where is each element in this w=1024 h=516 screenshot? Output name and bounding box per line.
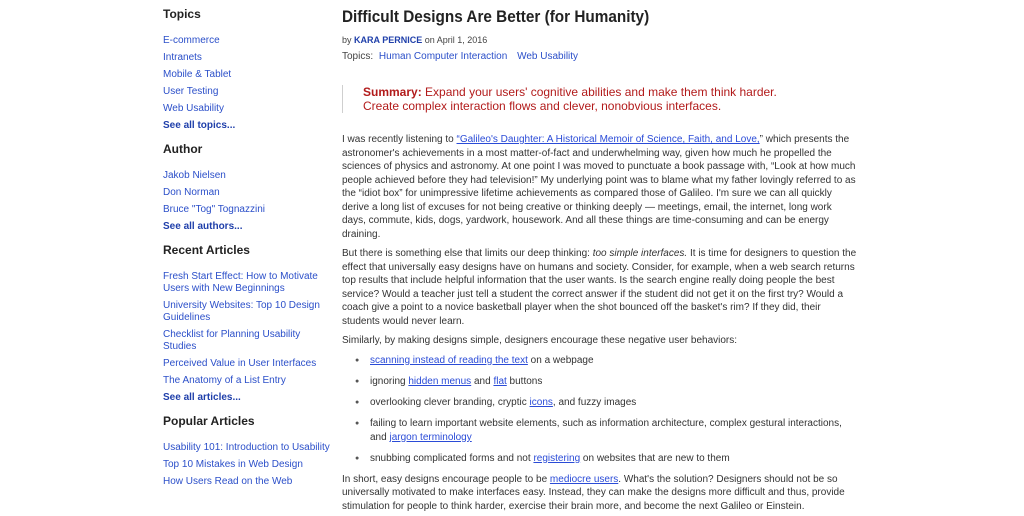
p2-text-pre: But there is something else that limits our deep thinking: bbox=[342, 248, 593, 259]
p4-text-post: . What's the solution? Designers should not be so universally motivated to make interfaces easy. Instead, they can make the designs more difficult and thus, provide stimulation for people to think harder, exercise their brain more, and become the next Galileo or Einstein. bbox=[342, 473, 845, 512]
author-section bbox=[163, 142, 333, 233]
topics-section bbox=[163, 7, 333, 132]
recent-article-link[interactable]: University Websites: Top 10 Design Guidelines bbox=[163, 300, 320, 323]
author-link-jakob-nielsen[interactable]: Jakob Nielsen bbox=[163, 170, 226, 181]
recent-article-link[interactable]: The Anatomy of a List Entry bbox=[163, 375, 286, 386]
byline-date-prefix: on bbox=[424, 35, 435, 45]
list-item bbox=[355, 375, 857, 389]
paragraph-1 bbox=[342, 133, 857, 241]
popular-articles-heading: Popular Articles bbox=[163, 414, 255, 428]
paragraph-3: Similarly, by making designs simple, designers encourage these negative user behaviors: bbox=[342, 335, 738, 346]
p1-text-pre: I was recently listening to bbox=[342, 134, 457, 145]
recent-articles-section bbox=[163, 243, 333, 404]
p2-text-post: It is time for designers to question the effect that universally easy designs have on humans and society. Consider, for example, when a web search returns top results that include helpful information that the user wants. Is the search engine really doing people the best service? Would a teacher just tell a student the correct answer if the student did not get it on the first try? Would a coach give a point to a novice basketball player when the shot bounced off the basket's rim? If they did, their students would never learn. bbox=[342, 248, 857, 327]
topic-link-intranets[interactable]: Intranets bbox=[163, 52, 202, 63]
author-link-don-norman[interactable]: Don Norman bbox=[163, 187, 220, 198]
b2-text-mid: and bbox=[471, 375, 494, 387]
recent-article-link[interactable]: Fresh Start Effect: How to Motivate Users with New Beginnings bbox=[163, 271, 318, 294]
topic-link-ecommerce[interactable]: E-commerce bbox=[163, 35, 220, 46]
list-item bbox=[355, 417, 857, 445]
summary-text: Expand your users' cognitive abilities and make them think harder. Create complex interaction flows and clever, nonobvious interfaces. bbox=[363, 85, 777, 113]
p2-emphasis: too simple interfaces. bbox=[592, 248, 688, 259]
b4-text-pre: failing to learn important website elements, such as information architecture, complex gestural interactions, and bbox=[370, 417, 842, 443]
sidebar bbox=[163, 0, 333, 498]
author-link[interactable]: KARA PERNICE bbox=[354, 35, 423, 45]
article-main bbox=[342, 0, 857, 513]
list-item bbox=[355, 396, 857, 410]
popular-article-link[interactable]: How Users Read on the Web bbox=[163, 476, 293, 487]
recent-articles-heading: Recent Articles bbox=[163, 243, 250, 257]
author-link-bruce-tognazzini[interactable]: Bruce "Tog" Tognazzini bbox=[163, 204, 265, 215]
topic-link-web-usability[interactable]: Web Usability bbox=[163, 103, 224, 114]
mediocre-users-link[interactable]: mediocre users bbox=[549, 473, 619, 485]
topic-tag-web-usability[interactable]: Web Usability bbox=[517, 51, 579, 62]
popular-articles-section bbox=[163, 414, 333, 488]
article-body bbox=[342, 133, 857, 513]
registering-link[interactable]: registering bbox=[533, 452, 581, 464]
see-all-articles-link[interactable]: See all articles... bbox=[163, 392, 241, 403]
p4-text-pre: In short, easy designs encourage people to be bbox=[342, 473, 550, 485]
byline-by: by bbox=[342, 35, 352, 45]
jargon-terminology-link[interactable]: jargon terminology bbox=[389, 431, 472, 443]
list-item bbox=[355, 354, 857, 368]
b2-text-pre: ignoring bbox=[370, 375, 409, 387]
b2-text-post: buttons bbox=[506, 375, 543, 387]
see-all-topics-link[interactable]: See all topics... bbox=[163, 120, 236, 131]
recent-article-link[interactable]: Checklist for Planning Usability Studies bbox=[163, 329, 301, 352]
popular-article-link[interactable]: Usability 101: Introduction to Usability bbox=[163, 442, 330, 453]
topics-heading: Topics bbox=[163, 7, 201, 21]
summary-label: Summary: bbox=[363, 85, 422, 99]
galileos-daughter-link[interactable]: “Galileo's Daughter: A Historical Memoir of Science, Faith, and Love, bbox=[456, 134, 760, 145]
topic-link-mobile-tablet[interactable]: Mobile & Tablet bbox=[163, 69, 232, 80]
article-title: Difficult Designs Are Better (for Humanity) bbox=[342, 7, 650, 26]
summary-callout bbox=[342, 85, 812, 113]
topics-label: Topics: bbox=[342, 51, 374, 62]
flat-link[interactable]: flat bbox=[493, 375, 507, 387]
topic-tag-hci[interactable]: Human Computer Interaction bbox=[378, 51, 508, 62]
icons-link[interactable]: icons bbox=[529, 396, 553, 408]
publish-date: April 1, 2016 bbox=[436, 35, 488, 45]
popular-article-link[interactable]: Top 10 Mistakes in Web Design bbox=[163, 459, 303, 470]
b5-text-post: on websites that are new to them bbox=[580, 452, 730, 464]
paragraph-4 bbox=[342, 473, 857, 514]
hidden-menus-link[interactable]: hidden menus bbox=[408, 375, 472, 387]
topic-link-user-testing[interactable]: User Testing bbox=[163, 86, 219, 97]
p1-text-post: ” which presents the astronomer's achievements in a most matter-of-fact and underwhelming way, given how much he propelled the sciences of physics and astronomy. At one point I was moved to punctuate a book passage with, “Look at how much people achieved before they had television!” My underlying point was to blame what my father lovingly referred to as the “idiot box” for unimpressive lifetime achievements as compared those of Galileo. I'm sure we can all quickly derive a long list of excuses for not being creative or thinking deeply — meetings, email, the internet, long work days, commute, kids, dogs, yardwork, housework. And all these things are time-consuming and can be energy draining. bbox=[342, 134, 856, 240]
list-item bbox=[355, 452, 857, 466]
b3-text-post: , and fuzzy images bbox=[552, 396, 637, 408]
scanning-link[interactable]: scanning instead of reading the text bbox=[370, 354, 528, 366]
b5-text-pre: snubbing complicated forms and not bbox=[370, 452, 534, 464]
recent-article-link[interactable]: Perceived Value in User Interfaces bbox=[163, 358, 317, 369]
b3-text-pre: overlooking clever branding, cryptic bbox=[370, 396, 530, 408]
article-topics bbox=[342, 51, 857, 63]
author-heading: Author bbox=[163, 142, 203, 156]
b1-text: on a webpage bbox=[527, 354, 594, 366]
behaviors-list bbox=[355, 354, 857, 466]
see-all-authors-link[interactable]: See all authors... bbox=[163, 221, 243, 232]
byline bbox=[342, 34, 857, 46]
paragraph-2 bbox=[342, 247, 857, 328]
